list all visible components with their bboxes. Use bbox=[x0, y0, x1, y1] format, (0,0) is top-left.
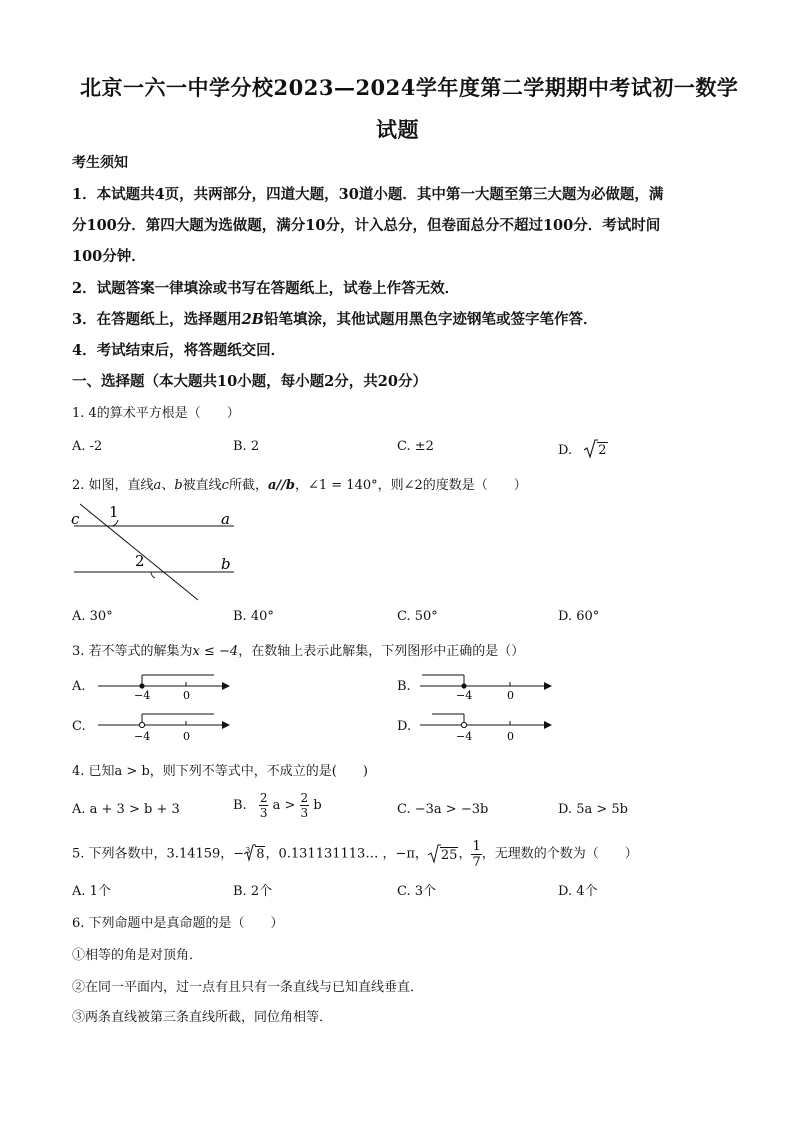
tick-label: −4 bbox=[134, 730, 151, 743]
q1-stem: 1. 4的算术平方根是（ ） bbox=[72, 406, 240, 421]
q5-option-c: C. 3个 bbox=[397, 884, 437, 899]
q2-var-b: b bbox=[174, 478, 183, 493]
tick-label: −4 bbox=[456, 689, 473, 702]
notice-item-3-post: 铅笔填涂，其他试题用黑色字迹钢笔或签字笔作答． bbox=[263, 311, 598, 328]
q2-var-a: a bbox=[153, 478, 162, 493]
arrow-right-icon bbox=[544, 721, 552, 729]
q4-option-b-label: B. bbox=[233, 798, 247, 813]
q3-option-c-label: C. bbox=[72, 719, 86, 734]
q4-option-a: A. a + 3 > b + 3 bbox=[72, 802, 180, 817]
q4-option-b bbox=[233, 792, 322, 819]
hollow-point bbox=[461, 722, 466, 727]
fraction-denominator: 7 bbox=[472, 855, 481, 870]
q5-cbrt-sign: − bbox=[233, 846, 245, 862]
sqrt-sign-icon bbox=[428, 844, 441, 864]
notice-item-2: 2．试题答案一律填涂或书写在答题纸上，试卷上作答无效． bbox=[72, 280, 460, 297]
q5-stem-post: ，无理数的个数为（ ） bbox=[481, 846, 638, 862]
q5-comma: ， bbox=[458, 846, 472, 862]
notice-item-3-pre: 3．在答题纸上，选择题用 bbox=[72, 311, 242, 328]
notice-item-1-line-2: 分100分．第四大题为选做题，满分10分，计入总分，但卷面总分不超过100分．考试时间 bbox=[72, 217, 661, 234]
q4-option-b-fraction-1 bbox=[259, 792, 269, 819]
q5-stem-pre: 5. 下列各数中，3.14159， bbox=[72, 846, 234, 862]
tick-label: 0 bbox=[507, 730, 514, 743]
q5-option-b: B. 2个 bbox=[233, 884, 273, 899]
q2-option-c: C. 50° bbox=[397, 609, 438, 624]
sqrt-sign-icon bbox=[244, 844, 256, 862]
tick-label: −4 bbox=[134, 689, 151, 702]
hollow-point bbox=[139, 722, 144, 727]
q1-option-d bbox=[558, 439, 608, 459]
label-2: 2 bbox=[135, 552, 145, 570]
arrow-right-icon bbox=[544, 682, 552, 690]
notice-item-1-line-1: 1．本试题共4页，共两部分，四道大题，30道小题．其中第一大题至第三大题为必做题，满 bbox=[72, 186, 664, 203]
q1-option-d-radicand: 2 bbox=[598, 443, 607, 458]
q3-option-d-number-line bbox=[420, 711, 560, 751]
q4-option-d: D. 5a > 5b bbox=[558, 802, 628, 817]
q3-option-b-number-line bbox=[420, 672, 560, 712]
square-root-expression bbox=[428, 844, 459, 866]
square-root-radicand: 25 bbox=[440, 847, 458, 863]
label-c: c bbox=[71, 510, 80, 528]
q3-stem-post: ，在数轴上表示此解集，下列图形中正确的是（） bbox=[238, 644, 525, 659]
q2-stem bbox=[72, 474, 527, 493]
q1-option-d-label: D. bbox=[558, 443, 573, 458]
notice-heading: 考生须知 bbox=[72, 155, 128, 171]
q2-option-d: D. 60° bbox=[558, 609, 600, 624]
q3-option-b-label: B. bbox=[397, 679, 411, 694]
tick-label: 0 bbox=[183, 730, 190, 743]
q3-option-c-number-line bbox=[98, 711, 238, 751]
section-1-heading: 一、选择题（本大题共10小题，每小题2分，共20分） bbox=[72, 373, 427, 390]
q5-option-d: D. 4个 bbox=[558, 884, 598, 899]
q4-option-b-right: b bbox=[313, 798, 322, 813]
sqrt-sign-icon bbox=[584, 439, 598, 459]
label-a: a bbox=[221, 510, 230, 528]
cube-root-radicand: 8 bbox=[256, 847, 265, 862]
angle-2-arc bbox=[151, 572, 155, 578]
q2-stem-mid2: 所截， bbox=[228, 478, 268, 493]
q3-option-a-number-line bbox=[98, 672, 238, 712]
q2-figure bbox=[70, 502, 250, 602]
q6-statement-1: ①相等的角是对顶角． bbox=[72, 948, 203, 963]
q2-stem-end: ，∠1 = 140°，则∠2的度数是（ ） bbox=[294, 478, 527, 493]
q6-statement-3: ③两条直线被第三条直线所截，同位角相等． bbox=[72, 1010, 333, 1025]
fraction-numerator: 1 bbox=[472, 839, 481, 854]
q4-stem: 4. 已知a > b，则下列不等式中，不成立的是( ) bbox=[72, 764, 368, 779]
arrow-right-icon bbox=[222, 721, 230, 729]
tick-label: 0 bbox=[507, 689, 514, 702]
q6-statement-2: ②在同一平面内，过一点有且只有一条直线与已知直线垂直． bbox=[72, 980, 424, 995]
notice-item-3 bbox=[72, 308, 597, 329]
label-b: b bbox=[221, 555, 231, 573]
q3-stem-math: x ≤ −4 bbox=[192, 644, 239, 659]
q4-option-b-fraction-2 bbox=[300, 792, 310, 819]
tick-label: −4 bbox=[456, 730, 473, 743]
q3-option-d-label: D. bbox=[397, 719, 412, 734]
fraction-numerator: 2 bbox=[300, 791, 309, 805]
solid-point bbox=[461, 683, 466, 688]
q4-option-b-left: a > bbox=[272, 798, 296, 813]
q3-option-a-label: A. bbox=[72, 679, 86, 694]
q2-sep: 、 bbox=[161, 478, 175, 493]
q5-option-a: A. 1个 bbox=[72, 884, 111, 899]
solid-point bbox=[139, 683, 144, 688]
q2-option-b: B. 40° bbox=[233, 609, 274, 624]
q6-stem: 6. 下列命题中是真命题的是（ ） bbox=[72, 916, 284, 931]
q5-fraction bbox=[471, 840, 481, 869]
q5-stem bbox=[72, 840, 638, 869]
q2-option-a: A. 30° bbox=[72, 609, 113, 624]
q5-stem-mid: ，0.131131113… ，−π， bbox=[265, 846, 428, 862]
page-title: 北京一六一中学分校2023—2024学年度第二学期期中考试初一数学 bbox=[80, 75, 739, 100]
page-title-continued: 试题 bbox=[376, 117, 419, 142]
tick-label: 0 bbox=[183, 689, 190, 702]
notice-item-3-pencil: 2B bbox=[241, 311, 264, 328]
arrow-right-icon bbox=[222, 682, 230, 690]
q3-stem bbox=[72, 640, 524, 659]
fraction-numerator: 2 bbox=[259, 791, 268, 805]
q2-stem-mid: 被直线 bbox=[182, 478, 222, 493]
notice-item-4: 4．考试结束后，将答题纸交回． bbox=[72, 342, 286, 359]
q2-stem-pre: 2. 如图，直线 bbox=[72, 478, 154, 493]
q3-stem-pre: 3. 若不等式的解集为 bbox=[72, 644, 193, 659]
q2-parallel: a//b bbox=[267, 478, 295, 493]
cube-root-index: 3 bbox=[245, 846, 251, 855]
cube-root-expression bbox=[244, 844, 265, 865]
label-1: 1 bbox=[109, 503, 119, 521]
q1-option-a: A. -2 bbox=[72, 439, 103, 454]
q1-option-b: B. 2 bbox=[233, 439, 260, 454]
q1-option-c: C. ±2 bbox=[397, 439, 434, 454]
q2-var-c: c bbox=[221, 478, 229, 493]
notice-item-1-line-3: 100分钟． bbox=[72, 248, 146, 265]
fraction-denominator: 3 bbox=[300, 806, 309, 820]
fraction-denominator: 3 bbox=[259, 806, 268, 820]
q4-option-c: C. −3a > −3b bbox=[397, 802, 489, 817]
